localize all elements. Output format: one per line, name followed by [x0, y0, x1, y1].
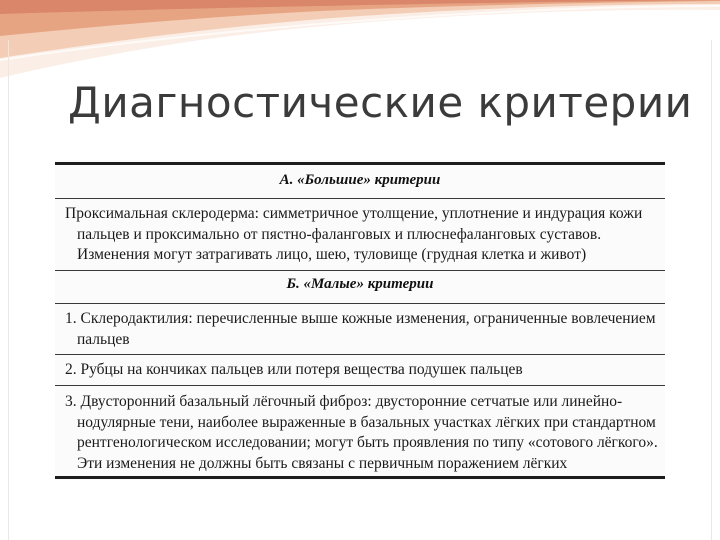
table-rule [55, 354, 665, 355]
table-rule [55, 303, 665, 304]
criteria-table [55, 160, 665, 480]
slide-frame-left [8, 40, 9, 540]
criterion-3-line-3: рентгенологическом исследовании; могут быть проявления по типу «сотового лёгкого». [77, 434, 658, 451]
criterion-2-line-1: 2. Рубцы на кончиках пальцев или потеря вещества подушек пальцев [65, 361, 523, 378]
section-a-heading: А. «Большие» критерии [279, 172, 441, 188]
table-bottom-rule [55, 476, 665, 479]
section-b-heading: Б. «Малые» критерии [286, 276, 434, 292]
slide-frame-right [711, 40, 712, 540]
criterion-1-line-1: 1. Склеродактилия: перечисленные выше кожные изменения, ограниченные вовлечением [65, 310, 656, 327]
criterion-3-line-4: Эти изменения не должны быть связаны с первичным поражением лёгких [77, 454, 568, 472]
table-rule [55, 385, 665, 386]
criterion-2 [55, 360, 665, 381]
criterion-3-line-2: нодулярные тени, наиболее выраженные в базальных участках лёгких при стандартном [77, 413, 656, 431]
criterion-1 [55, 309, 665, 350]
table-rule [55, 198, 665, 199]
section-a-line-1: Проксимальная склеродерма: симметричное утолщение, уплотнение и индурация кожи [65, 205, 643, 222]
decorative-header-swoosh [0, 0, 720, 80]
slide-title: Диагностические критерии [68, 78, 693, 127]
table-rule [55, 270, 665, 271]
section-a-content [55, 204, 665, 266]
criterion-3-line-1: 3. Двусторонний базальный лёгочный фиброз: двусторонние сетчатые или линейно- [65, 393, 623, 410]
criterion-1-line-2: пальцев [77, 330, 130, 348]
table-top-rule [55, 162, 665, 165]
section-a-line-2: пальцев и проксимально от пястно-фаланговых и плюснефаланговых суставов. [77, 225, 602, 243]
section-a-line-3: Изменения могут затрагивать лицо, шею, туловище (грудная клетка и живот) [77, 246, 587, 263]
criterion-3 [55, 392, 665, 474]
